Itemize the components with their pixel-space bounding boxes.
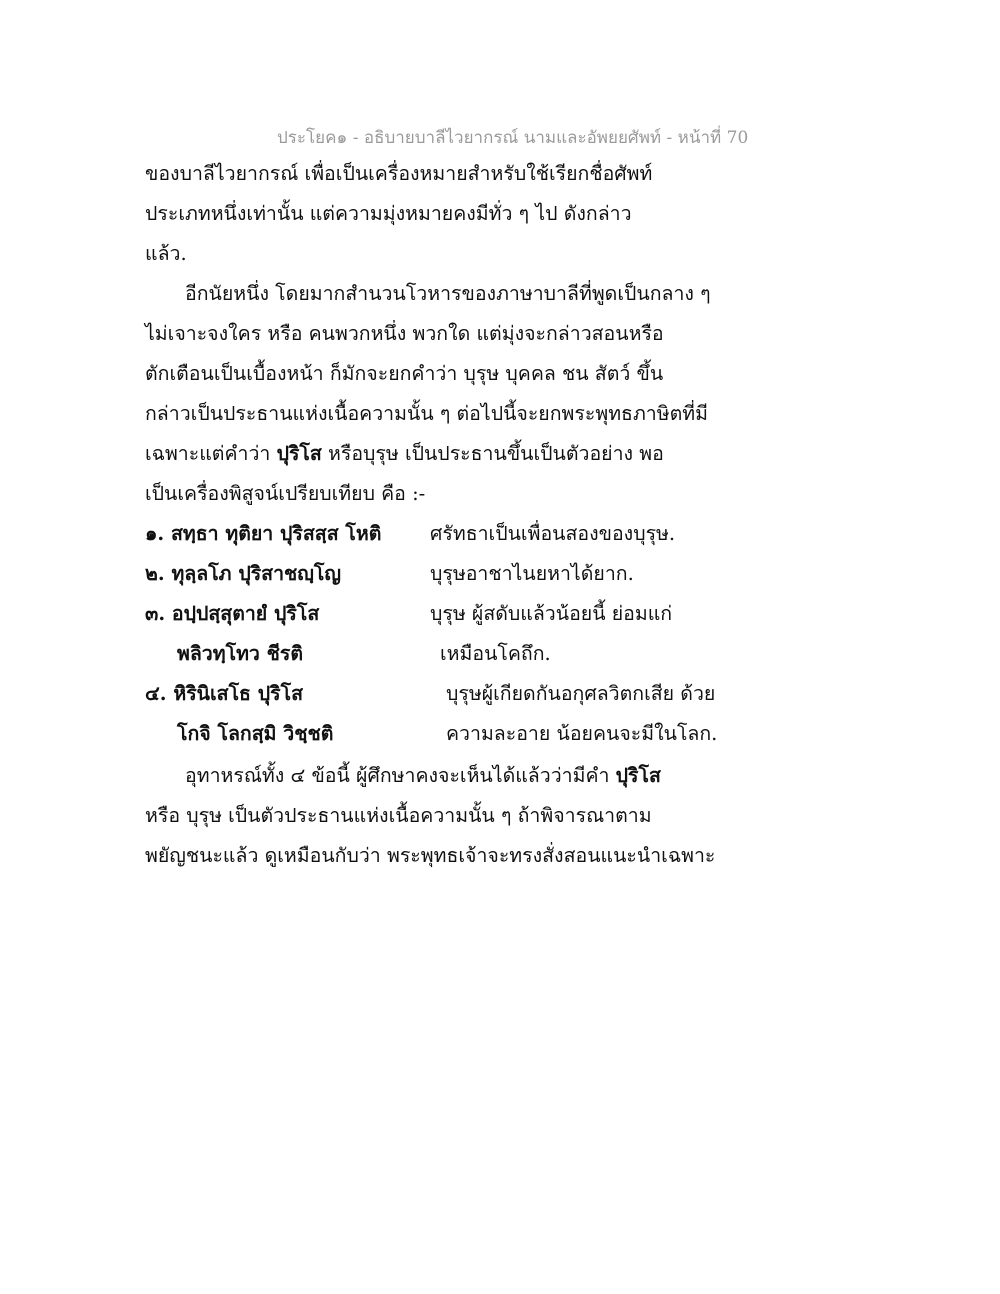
- example-4-translation: บุรุษผู้เกียดกันอกุศลวิตกเสีย ด้วย: [446, 682, 716, 705]
- paragraph1-line3: แล้ว.: [145, 242, 187, 265]
- example-1-pali-text: สทฺธา ทุติยา ปุริสสฺส โหติ: [170, 522, 382, 545]
- example-3-number: ๓.: [145, 602, 166, 625]
- example-1-number: ๑.: [145, 522, 165, 545]
- example-3-pali-line2: พลิวทฺโทว ชีรติ: [177, 642, 304, 665]
- example-3-translation: บุรุษ ผู้สดับแล้วน้อยนี้ ย่อมแก่: [430, 602, 673, 625]
- paragraph2-line3: ตักเตือนเป็นเบื้องหน้า ก็มักจะยกคำว่า บุรุษ บุคคล ชน สัตว์ ขึ้น: [145, 362, 664, 385]
- example-3-translation-line2: เหมือนโคถึก.: [440, 642, 551, 665]
- paragraph1-line1: ของบาลีไวยากรณ์ เพื่อเป็นเครื่องหมายสำหรับใช้เรียกชื่อศัพท์: [145, 162, 653, 185]
- example-2-number: ๒.: [145, 562, 165, 585]
- paragraph3-line2: หรือ บุรุษ เป็นตัวประธานแห่งเนื้อความนั้น ๆ ถ้าพิจารณาตาม: [145, 804, 652, 827]
- paragraph2-line6: เป็นเครื่องพิสูจน์เปรียบเทียบ คือ :-: [145, 482, 426, 505]
- pali-term-purisa: ปุริโส: [276, 442, 322, 465]
- paragraph3-line1: [185, 762, 661, 790]
- example-4-pali-text: หิรินิเสโธ ปุริโส: [173, 682, 303, 705]
- example-2-translation: บุรุษอาชาไนยหาได้ยาก.: [430, 562, 634, 585]
- paragraph3-line3: พยัญชนะแล้ว ดูเหมือนกับว่า พระพุทธเจ้าจะทรงสั่งสอนแนะนำเฉพาะ: [145, 844, 716, 867]
- example-3-pali-text: อปฺปสฺสุตายํ ปุริโส: [171, 602, 320, 625]
- example-4-translation-line2: ความละอาย น้อยคนจะมีในโลก.: [446, 722, 718, 745]
- example-4-pali: [145, 680, 303, 708]
- paragraph2-line5-after: หรือบุรุษ เป็นประธานขึ้นเป็นตัวอย่าง พอ: [321, 442, 664, 465]
- paragraph2-line2: ไม่เจาะจงใคร หรือ คนพวกหนึ่ง พวกใด แต่มุ่งจะกล่าวสอนหรือ: [145, 322, 664, 345]
- example-3-pali: [145, 600, 319, 628]
- example-2-pali: [145, 560, 341, 588]
- paragraph1-line2: ประเภทหนึ่งเท่านั้น แต่ความมุ่งหมายคงมีทั่ว ๆ ไป ดังกล่าว: [145, 202, 632, 225]
- example-1-translation: ศรัทธาเป็นเพื่อนสองของบุรุษ.: [430, 522, 676, 545]
- paragraph2-line4: กล่าวเป็นประธานแห่งเนื้อความนั้น ๆ ต่อไปนี้จะยกพระพุทธภาษิตที่มี: [145, 402, 708, 425]
- page-header: ประโยค๑ - อธิบายบาลีไวยากรณ์ นามและอัพยยศัพท์ - หน้าที่ 70: [277, 128, 749, 148]
- example-4-pali-line2: โกจิ โลกสฺมิ วิชฺชติ: [177, 722, 334, 745]
- paragraph2-line5: [145, 440, 664, 468]
- example-4-number: ๔.: [145, 682, 167, 705]
- paragraph2-line5-before: เฉพาะแต่คำว่า: [145, 442, 277, 465]
- paragraph3-line1-before: อุทาหรณ์ทั้ง ๔ ข้อนี้ ผู้ศึกษาคงจะเห็นได้แล้วว่ามีคำ: [185, 764, 616, 787]
- paragraph2-line1: อีกนัยหนึ่ง โดยมากสำนวนโวหารของภาษาบาลีที่พูดเป็นกลาง ๆ: [185, 282, 711, 305]
- pali-term-purisa-2: ปุริโส: [615, 764, 661, 787]
- example-1-pali: [145, 520, 381, 548]
- example-2-pali-text: ทุลฺลโภ ปุริสาชญฺโญ: [171, 562, 341, 585]
